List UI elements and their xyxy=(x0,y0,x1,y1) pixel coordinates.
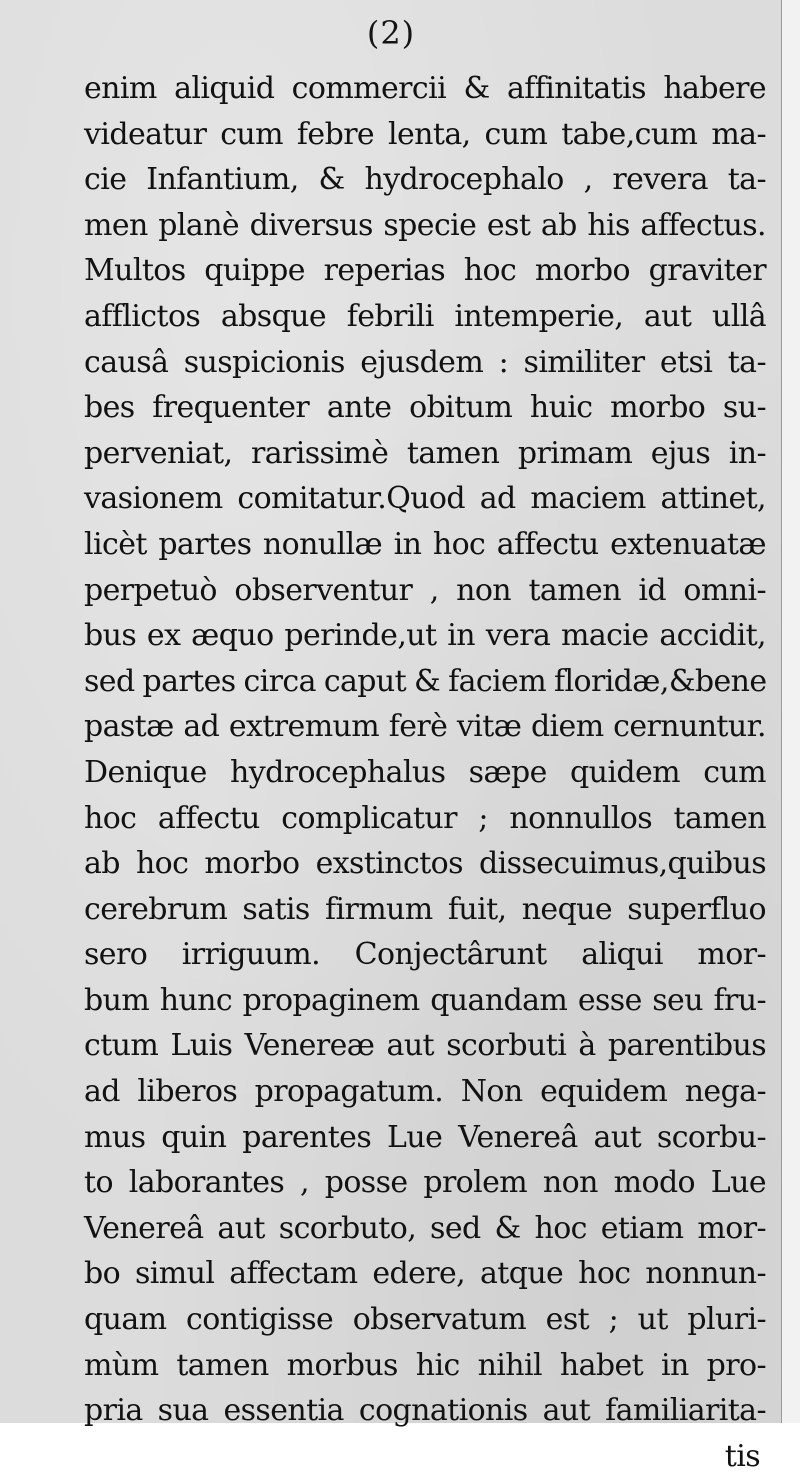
page-edge xyxy=(781,0,800,1423)
text-line: sed partes circa caput & faciem floridæ,&bene xyxy=(84,663,767,699)
text-line: hoc affectu complicatur ; nonnullos tamen xyxy=(84,800,766,836)
text-line: Venereâ aut scorbuto, sed & hoc etiam mor- xyxy=(84,1210,766,1246)
text-line: mus quin parentes Lue Venereâ aut scorbu- xyxy=(84,1119,766,1155)
text-line: bo simul affectam edere, atque hoc nonnun- xyxy=(84,1256,766,1292)
text-line: bes frequenter ante obitum huic morbo su- xyxy=(84,390,766,426)
text-line: bus ex æquo perinde,ut in vera macie accidit, xyxy=(84,618,766,654)
text-line: enim aliquid commercii & affinitatis habere xyxy=(84,71,766,106)
text-line: perpetuò observentur , non tamen id omni- xyxy=(84,572,766,608)
text-line: to laborantes , posse prolem non modo Lue xyxy=(84,1165,766,1201)
text-line: bum hunc propaginem quandam esse seu fru- xyxy=(84,982,766,1018)
text-line: sero irriguum. Conjectârunt aliqui mor- xyxy=(84,937,766,973)
text-line: mùm tamen morbus hic nihil habet in pro- xyxy=(84,1347,766,1383)
text-line: videatur cum febre lenta, cum tabe,cum ma- xyxy=(84,116,766,152)
text-line: ab hoc morbo exstinctos dissecuimus,quibus xyxy=(84,846,766,882)
text-line: afflictos absque febrili intemperie, aut ullâ xyxy=(84,298,766,334)
text-line: quam contigisse observatum est ; ut pluri- xyxy=(84,1302,766,1338)
text-line: licèt partes nonullæ in hoc affectu extenuatæ xyxy=(84,526,766,562)
body-text xyxy=(84,66,766,1479)
catchword: tis xyxy=(724,1438,760,1474)
text-line: causâ suspicionis ejusdem : similiter etsi ta- xyxy=(84,344,766,380)
text-line: perveniat, rarissimè tamen primam ejus in- xyxy=(84,435,766,471)
text-line: pria sua essentia cognationis aut familiarita- xyxy=(84,1393,766,1429)
text-line: pastæ ad extremum ferè vitæ diem cernuntur. xyxy=(84,709,766,745)
page-number: (2) xyxy=(366,14,416,52)
text-line: Denique hydrocephalus sæpe quidem cum xyxy=(84,754,766,790)
text-line: cerebrum satis firmum fuit, neque superfluo xyxy=(84,891,766,927)
text-line: Multos quippe reperias hoc morbo graviter xyxy=(84,253,766,289)
text-line: ad liberos propagatum. Non equidem nega- xyxy=(84,1074,766,1110)
text-line: cie Infantium, & hydrocephalo , revera ta- xyxy=(84,162,766,198)
text-line: ctum Luis Venereæ aut scorbuti à parentibus xyxy=(84,1028,766,1064)
text-line: vasionem comitatur.Quod ad maciem attinet, xyxy=(84,481,766,517)
text-line: men planè diversus specie est ab his affectus. xyxy=(84,207,766,243)
